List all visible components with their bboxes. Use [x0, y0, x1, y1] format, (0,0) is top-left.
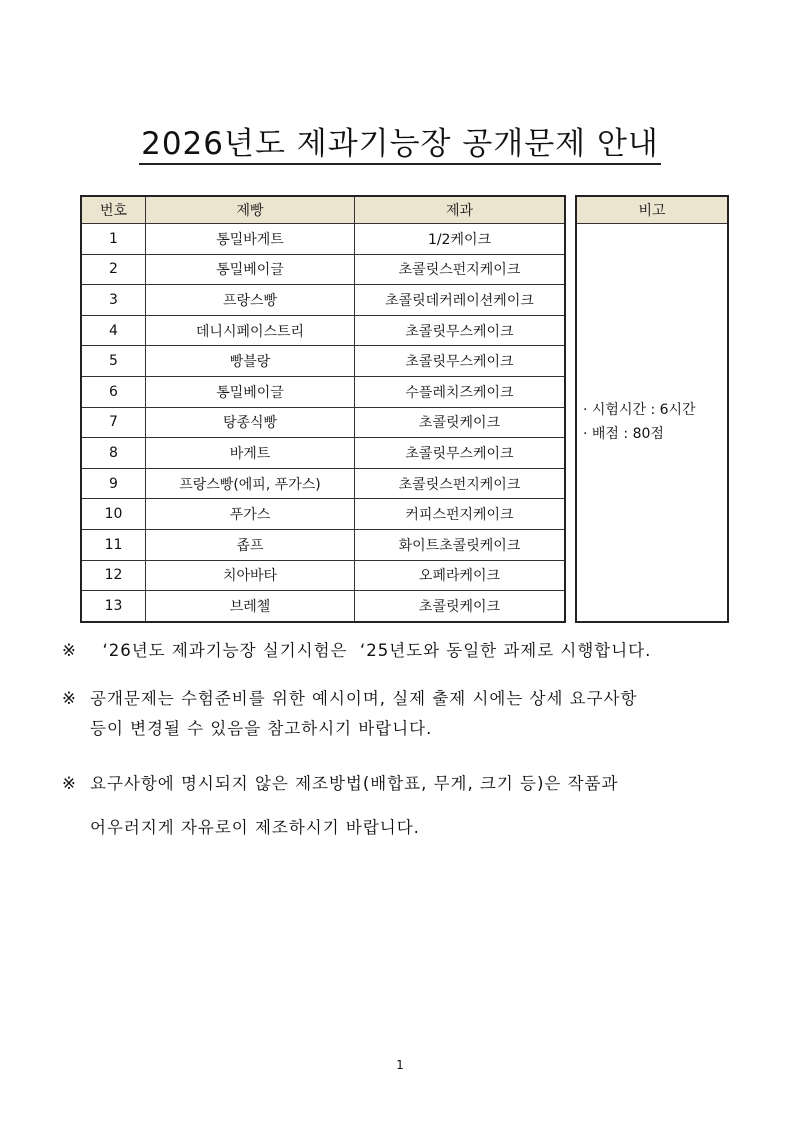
row-bread: 프랑스빵: [146, 285, 355, 316]
header-bread: 제빵: [146, 196, 355, 224]
note-item: [62, 762, 742, 850]
note-line: 어우러지게 자유로이 제조하시기 바랍니다.: [90, 818, 420, 837]
row-bread: 푸가스: [146, 499, 355, 530]
row-no: 3: [81, 285, 146, 316]
header-confection: 제과: [355, 196, 566, 224]
remark-score: · 배점 : 80점: [583, 426, 664, 443]
reference-mark-icon: ※: [62, 774, 77, 793]
row-no: 4: [81, 315, 146, 346]
row-bread: 프랑스빵(에피, 푸가스): [146, 468, 355, 499]
row-bread: 데니시페이스트리: [146, 315, 355, 346]
row-confection: 초콜릿무스케이크: [355, 346, 566, 377]
table-gap: [565, 407, 576, 438]
row-confection: 초콜릿케이크: [355, 591, 566, 622]
reference-mark-icon: ※: [62, 689, 77, 708]
row-no: 8: [81, 438, 146, 469]
row-confection: 오페라케이크: [355, 560, 566, 591]
row-confection: 초콜릿스펀지케이크: [355, 254, 566, 285]
row-bread: 통밀베이글: [146, 376, 355, 407]
row-confection: 1/2케이크: [355, 224, 566, 255]
row-no: 5: [81, 346, 146, 377]
row-no: 11: [81, 529, 146, 560]
table-gap: [565, 254, 576, 285]
page-title: 2026년도 제과기능장 공개문제 안내: [0, 122, 800, 166]
table-row: [81, 224, 728, 255]
table-header-row: [81, 196, 728, 224]
row-no: 7: [81, 407, 146, 438]
table-gap: [565, 376, 576, 407]
row-confection: 초콜릿무스케이크: [355, 315, 566, 346]
table-gap: [565, 560, 576, 591]
remarks-cell: [576, 224, 728, 622]
row-no: 2: [81, 254, 146, 285]
row-no: 9: [81, 468, 146, 499]
note-line: 요구사항에 명시되지 않은 제조방법(배합표, 무게, 크기 등)은 작품과: [90, 774, 619, 793]
note-line: 공개문제는 수험준비를 위한 예시이며, 실제 출제 시에는 상세 요구사항: [90, 689, 638, 708]
exam-table: [80, 195, 729, 623]
page-number: 1: [396, 1058, 404, 1072]
table-gap: [565, 285, 576, 316]
row-confection: 초콜릿데커레이션케이크: [355, 285, 566, 316]
note-item: [62, 684, 742, 744]
header-no: 번호: [81, 196, 146, 224]
table-gap: [565, 196, 576, 224]
row-bread: 바게트: [146, 438, 355, 469]
row-confection: 커피스펀지케이크: [355, 499, 566, 530]
row-no: 13: [81, 591, 146, 622]
table-gap: [565, 438, 576, 469]
note-line: ‘26년도 제과기능장 실기시험은 ‘25년도와 동일한 과제로 시행합니다.: [90, 641, 652, 660]
row-no: 1: [81, 224, 146, 255]
table-gap: [565, 591, 576, 622]
row-no: 10: [81, 499, 146, 530]
notes-section: [62, 636, 742, 850]
note-item: [62, 636, 742, 666]
row-bread: 통밀베이글: [146, 254, 355, 285]
row-confection: 화이트초콜릿케이크: [355, 529, 566, 560]
table-gap: [565, 346, 576, 377]
row-confection: 수플레치즈케이크: [355, 376, 566, 407]
row-bread: 탕종식빵: [146, 407, 355, 438]
reference-mark-icon: ※: [62, 641, 77, 660]
note-line: 등이 변경될 수 있음을 참고하시기 바랍니다.: [90, 719, 433, 738]
row-no: 12: [81, 560, 146, 591]
row-bread: 빵블랑: [146, 346, 355, 377]
remark-exam-time: · 시험시간 : 6시간: [583, 402, 696, 419]
header-remarks: 비고: [576, 196, 728, 224]
row-bread: 통밀바게트: [146, 224, 355, 255]
table-gap: [565, 529, 576, 560]
table-gap: [565, 499, 576, 530]
row-bread: 치아바타: [146, 560, 355, 591]
row-confection: 초콜릿케이크: [355, 407, 566, 438]
table-gap: [565, 224, 576, 255]
row-confection: 초콜릿무스케이크: [355, 438, 566, 469]
row-no: 6: [81, 376, 146, 407]
table-gap: [565, 315, 576, 346]
row-bread: 좁프: [146, 529, 355, 560]
row-bread: 브레첼: [146, 591, 355, 622]
table-gap: [565, 468, 576, 499]
row-confection: 초콜릿스펀지케이크: [355, 468, 566, 499]
